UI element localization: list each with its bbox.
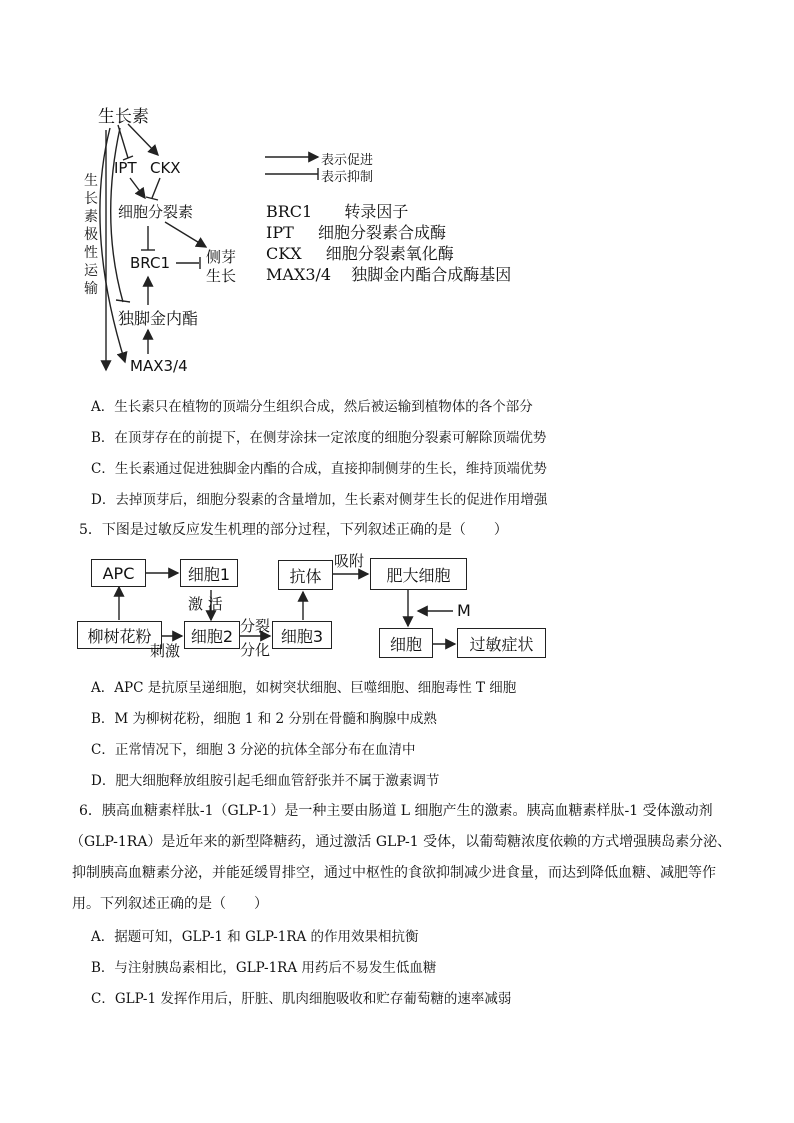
q6-option-c: C．GLP-1 发挥作用后，肝脏、肌肉细胞吸收和贮存葡萄糖的速率减弱 <box>91 991 512 1007</box>
q4-option-c: C．生长素通过促进独脚金内酯的合成，直接抑制侧芽的生长，维持顶端优势 <box>91 461 547 477</box>
definition-term: CKX <box>266 244 302 263</box>
node-ipt: IPT <box>114 159 137 177</box>
node-brc1: BRC1 <box>130 254 170 272</box>
node-cell2: 细胞2 <box>184 621 240 649</box>
label-divide: 分裂 <box>240 617 271 635</box>
node-pollen: 柳树花粉 <box>77 621 162 649</box>
q6-stem-line: （GLP-1RA）是近年来的新型降糖药，通过激活 GLP-1 受体，以葡萄糖浓度依赖的方式增强胰岛素分泌、 <box>70 834 732 850</box>
vertical-label-char: 极 <box>84 227 98 243</box>
definition-term: BRC1 <box>266 202 313 221</box>
vertical-label-char: 生 <box>84 173 98 189</box>
vertical-label-char: 输 <box>84 281 98 297</box>
vertical-label-char: 长 <box>84 191 98 207</box>
definition-term: IPT <box>266 223 294 242</box>
q6-stem-line: 6．胰高血糖素样肽-1（GLP-1）是一种主要由肠道 L 细胞产生的激素。胰高血糖素样肽-1 受体激动剂 <box>79 803 713 819</box>
node-cell1: 细胞1 <box>180 559 238 587</box>
node-cytokinin: 细胞分裂素 <box>118 203 194 221</box>
node-antibody: 抗体 <box>278 560 333 590</box>
definition-desc: 独脚金内酯合成酶基因 <box>351 265 512 284</box>
q5-option-c: C．正常情况下，细胞 3 分泌的抗体全部分布在血清中 <box>91 742 416 758</box>
q5-option-b: B．M 为柳树花粉，细胞 1 和 2 分别在骨髓和胸腺中成熟 <box>91 711 437 727</box>
node-apc: APC <box>91 559 146 587</box>
definition-term: MAX3/4 <box>266 265 332 284</box>
vertical-label-char: 性 <box>84 245 98 261</box>
node-cell: 细胞 <box>379 628 433 658</box>
q4-option-d: D．去掉顶芽后，细胞分裂素的含量增加，生长素对侧芽生长的促进作用增强 <box>91 492 548 508</box>
label-activate: 激 活 <box>188 595 223 613</box>
node-growth: 生长 <box>206 267 237 285</box>
node-max34: MAX3/4 <box>130 357 188 375</box>
label-m: M <box>457 601 471 620</box>
q6-stem-line: 用。下列叙述正确的是（ ） <box>72 896 268 912</box>
q4-option-b: B．在顶芽存在的前提下，在侧芽涂抹一定浓度的细胞分裂素可解除顶端优势 <box>91 430 547 446</box>
legend-inhibit: 表示抑制 <box>321 170 374 185</box>
vertical-label-char: 素 <box>84 209 98 225</box>
node-mast-cell: 肥大细胞 <box>370 558 467 590</box>
node-ckx: CKX <box>150 159 181 177</box>
q5-option-a: A．APC 是抗原呈递细胞，如树突状细胞、巨噬细胞、细胞毒性 T 细胞 <box>91 680 517 696</box>
definition-desc: 细胞分裂素合成酶 <box>317 223 446 242</box>
q6-option-a: A．据题可知，GLP-1 和 GLP-1RA 的作用效果相抗衡 <box>91 929 419 945</box>
node-cell3: 细胞3 <box>272 621 332 649</box>
label-stimulate: 刺激 <box>150 642 181 660</box>
q6-stem-line: 抑制胰高血糖素分泌，并能延缓胃排空，通过中枢性的食欲抑制减少进食量，而达到降低血糖、减肥等作 <box>72 865 716 881</box>
node-strigolactone: 独脚金内酯 <box>118 309 199 328</box>
node-auxin: 生长素 <box>98 107 149 127</box>
node-allergy: 过敏症状 <box>457 628 546 658</box>
node-lateral-bud: 侧芽 <box>206 248 237 266</box>
definition-desc: 转录因子 <box>344 202 409 221</box>
q6-option-b: B．与注射胰岛素相比，GLP-1RA 用药后不易发生低血糖 <box>91 960 437 976</box>
vertical-label-char: 运 <box>84 263 98 279</box>
q5-stem: 5．下图是过敏反应发生机理的部分过程，下列叙述正确的是（ ） <box>79 522 508 538</box>
q5-option-d: D．肥大细胞释放组胺引起毛细血管舒张并不属于激素调节 <box>91 773 440 789</box>
label-adsorb: 吸附 <box>334 552 365 570</box>
label-differentiate: 分化 <box>240 641 271 659</box>
legend-promote: 表示促进 <box>321 153 374 168</box>
definition-desc: 细胞分裂素氧化酶 <box>325 244 454 263</box>
q4-option-a: A．生长素只在植物的顶端分生组织合成，然后被运输到植物体的各个部分 <box>91 399 533 415</box>
